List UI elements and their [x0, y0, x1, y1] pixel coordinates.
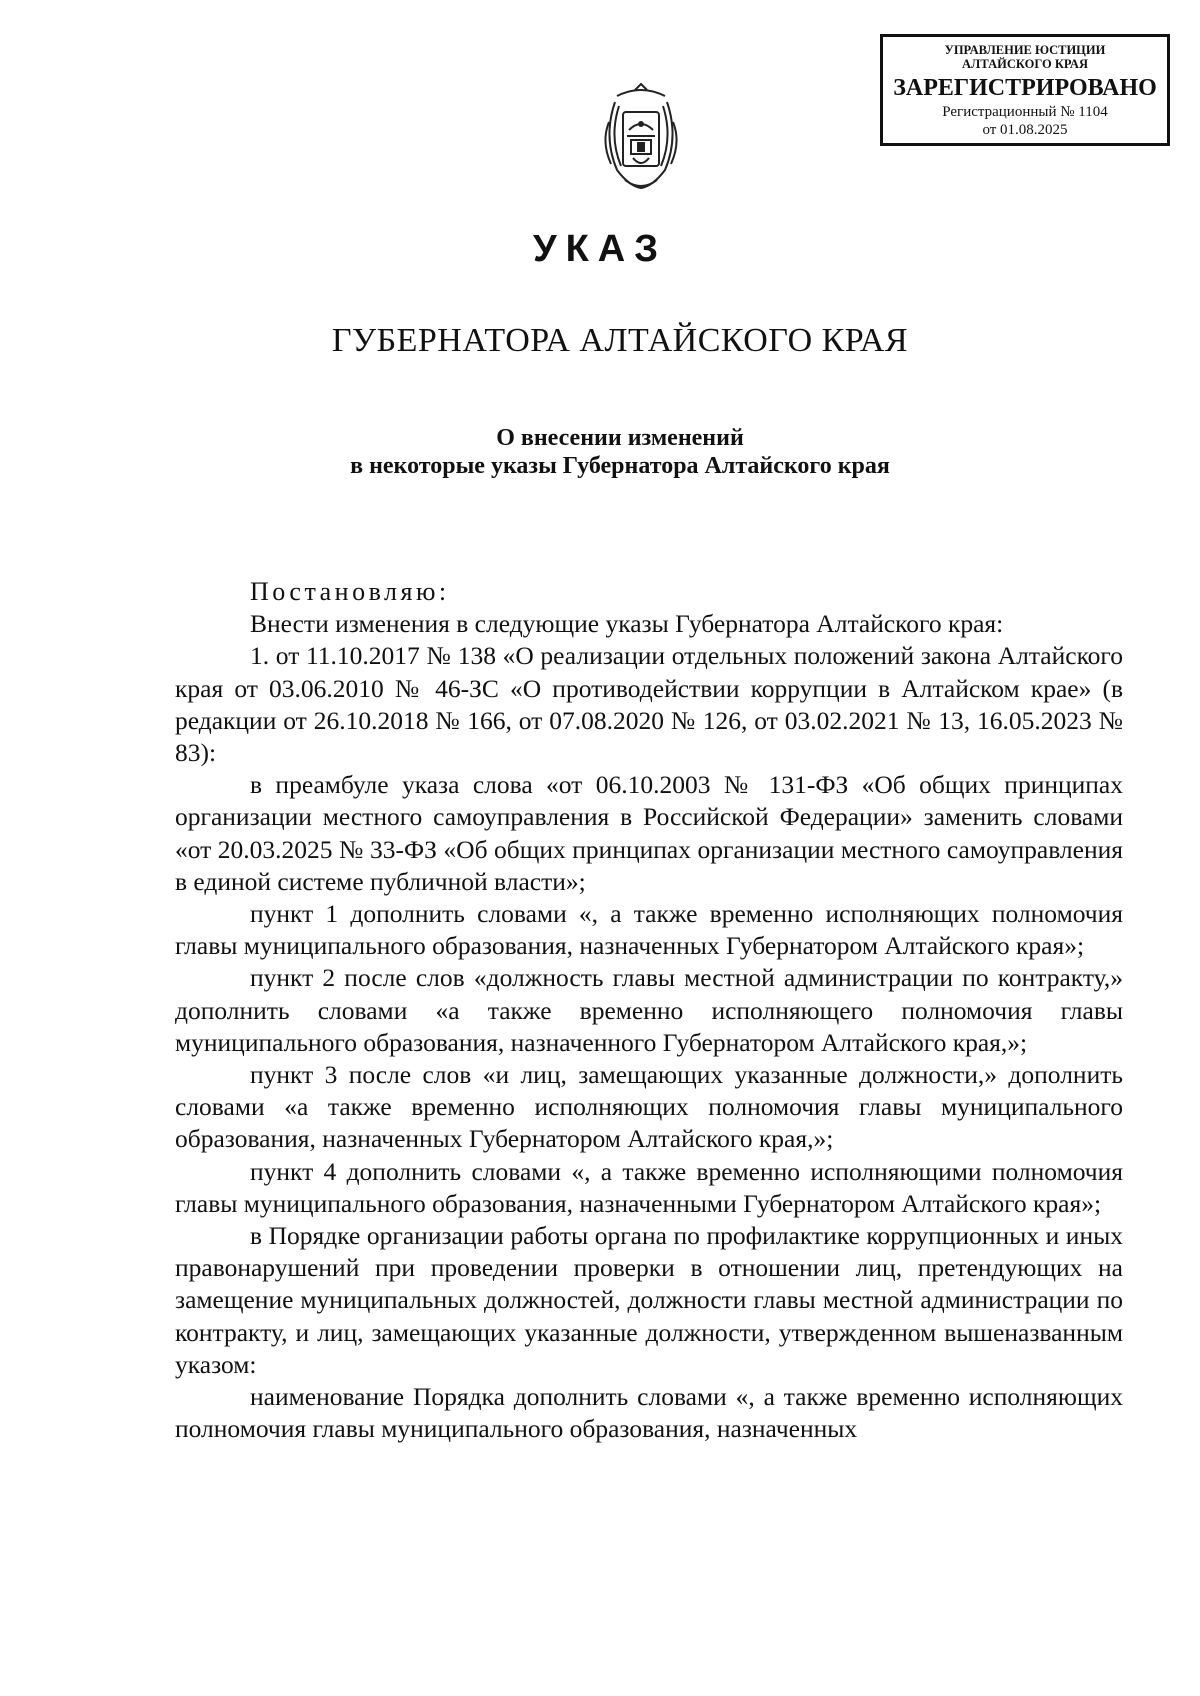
heading-line-2: в некоторые указы Губернатора Алтайского края [350, 453, 890, 479]
paragraph: пункт 2 после слов «должность главы местной администрации по контракту,» дополнить словами «а также временно исполняющего полномочия главы муниципального образования, назначенного Губернатором Алтайского края,»; [175, 963, 1123, 1057]
stamp-date: от 01.08.2025 [982, 122, 1068, 138]
stamp-status: ЗАРЕГИСТРИРОВАНО [893, 75, 1157, 101]
paragraph: Внести изменения в следующие указы Губернатора Алтайского края: [250, 609, 1004, 639]
paragraph: 1. от 11.10.2017 № 138 «О реализации отдельных положений закона Алтайского края от 03.06.2010 № 46-ЗС «О противодействии коррупции в Алтайском крае» (в редакции от 26.10.2018 № 166, от 07.08.2020 № 126, от 03.02.2021 № 13, 16.05.2023 № 83): [175, 641, 1123, 768]
paragraph: Постановляю: [250, 577, 450, 606]
registration-stamp [880, 34, 1170, 146]
paragraph: пункт 1 дополнить словами «, а также временно исполняющих полномочия главы муниципального образования, назначенных Губернатором Алтайского края»; [175, 899, 1123, 961]
document-title: УКАЗ [532, 228, 668, 270]
paragraph: в преамбуле указа слова «от 06.10.2003 № 131-ФЗ «Об общих принципах организации местного самоуправления в Российской Федерации» заменить словами «от 20.03.2025 № 33-ФЗ «Об общих принципах организации местного самоуправления в единой системе публичной власти»; [175, 770, 1123, 896]
document-body [175, 576, 1123, 1445]
stamp-organization: УПРАВЛЕНИЕ ЮСТИЦИИ АЛТАЙСКОГО КРАЯ [944, 43, 1106, 71]
document-subtitle: ГУБЕРНАТОРА АЛТАЙСКОГО КРАЯ [331, 322, 909, 359]
heading-line-1: О внесении изменений [496, 425, 744, 451]
paragraph: наименование Порядка дополнить словами «, а также временно исполняющих полномочия главы муниципального образования, назначенных [175, 1382, 1123, 1444]
coat-of-arms-icon [595, 82, 687, 194]
paragraph: пункт 4 дополнить словами «, а также временно исполняющими полномочия главы муниципального образования, назначенными Губернатором Алтайского края»; [175, 1156, 1123, 1218]
paragraph: в Порядке организации работы органа по профилактике коррупционных и иных правонарушений при проведении проверки в отношении лиц, претендующих на замещение муниципальных должностей, должности главы местной администрации по контракту, и лиц, замещающих указанные должности, утвержденном вышеназванным указом: [175, 1221, 1123, 1379]
stamp-registration-number: Регистрационный № 1104 [942, 104, 1108, 120]
document-heading [0, 424, 1200, 480]
paragraph: пункт 3 после слов «и лиц, замещающих указанные должности,» дополнить словами «а также временно исполняющих полномочия главы муниципального образования, назначенных Губернатором Алтайского края,»; [175, 1060, 1123, 1154]
